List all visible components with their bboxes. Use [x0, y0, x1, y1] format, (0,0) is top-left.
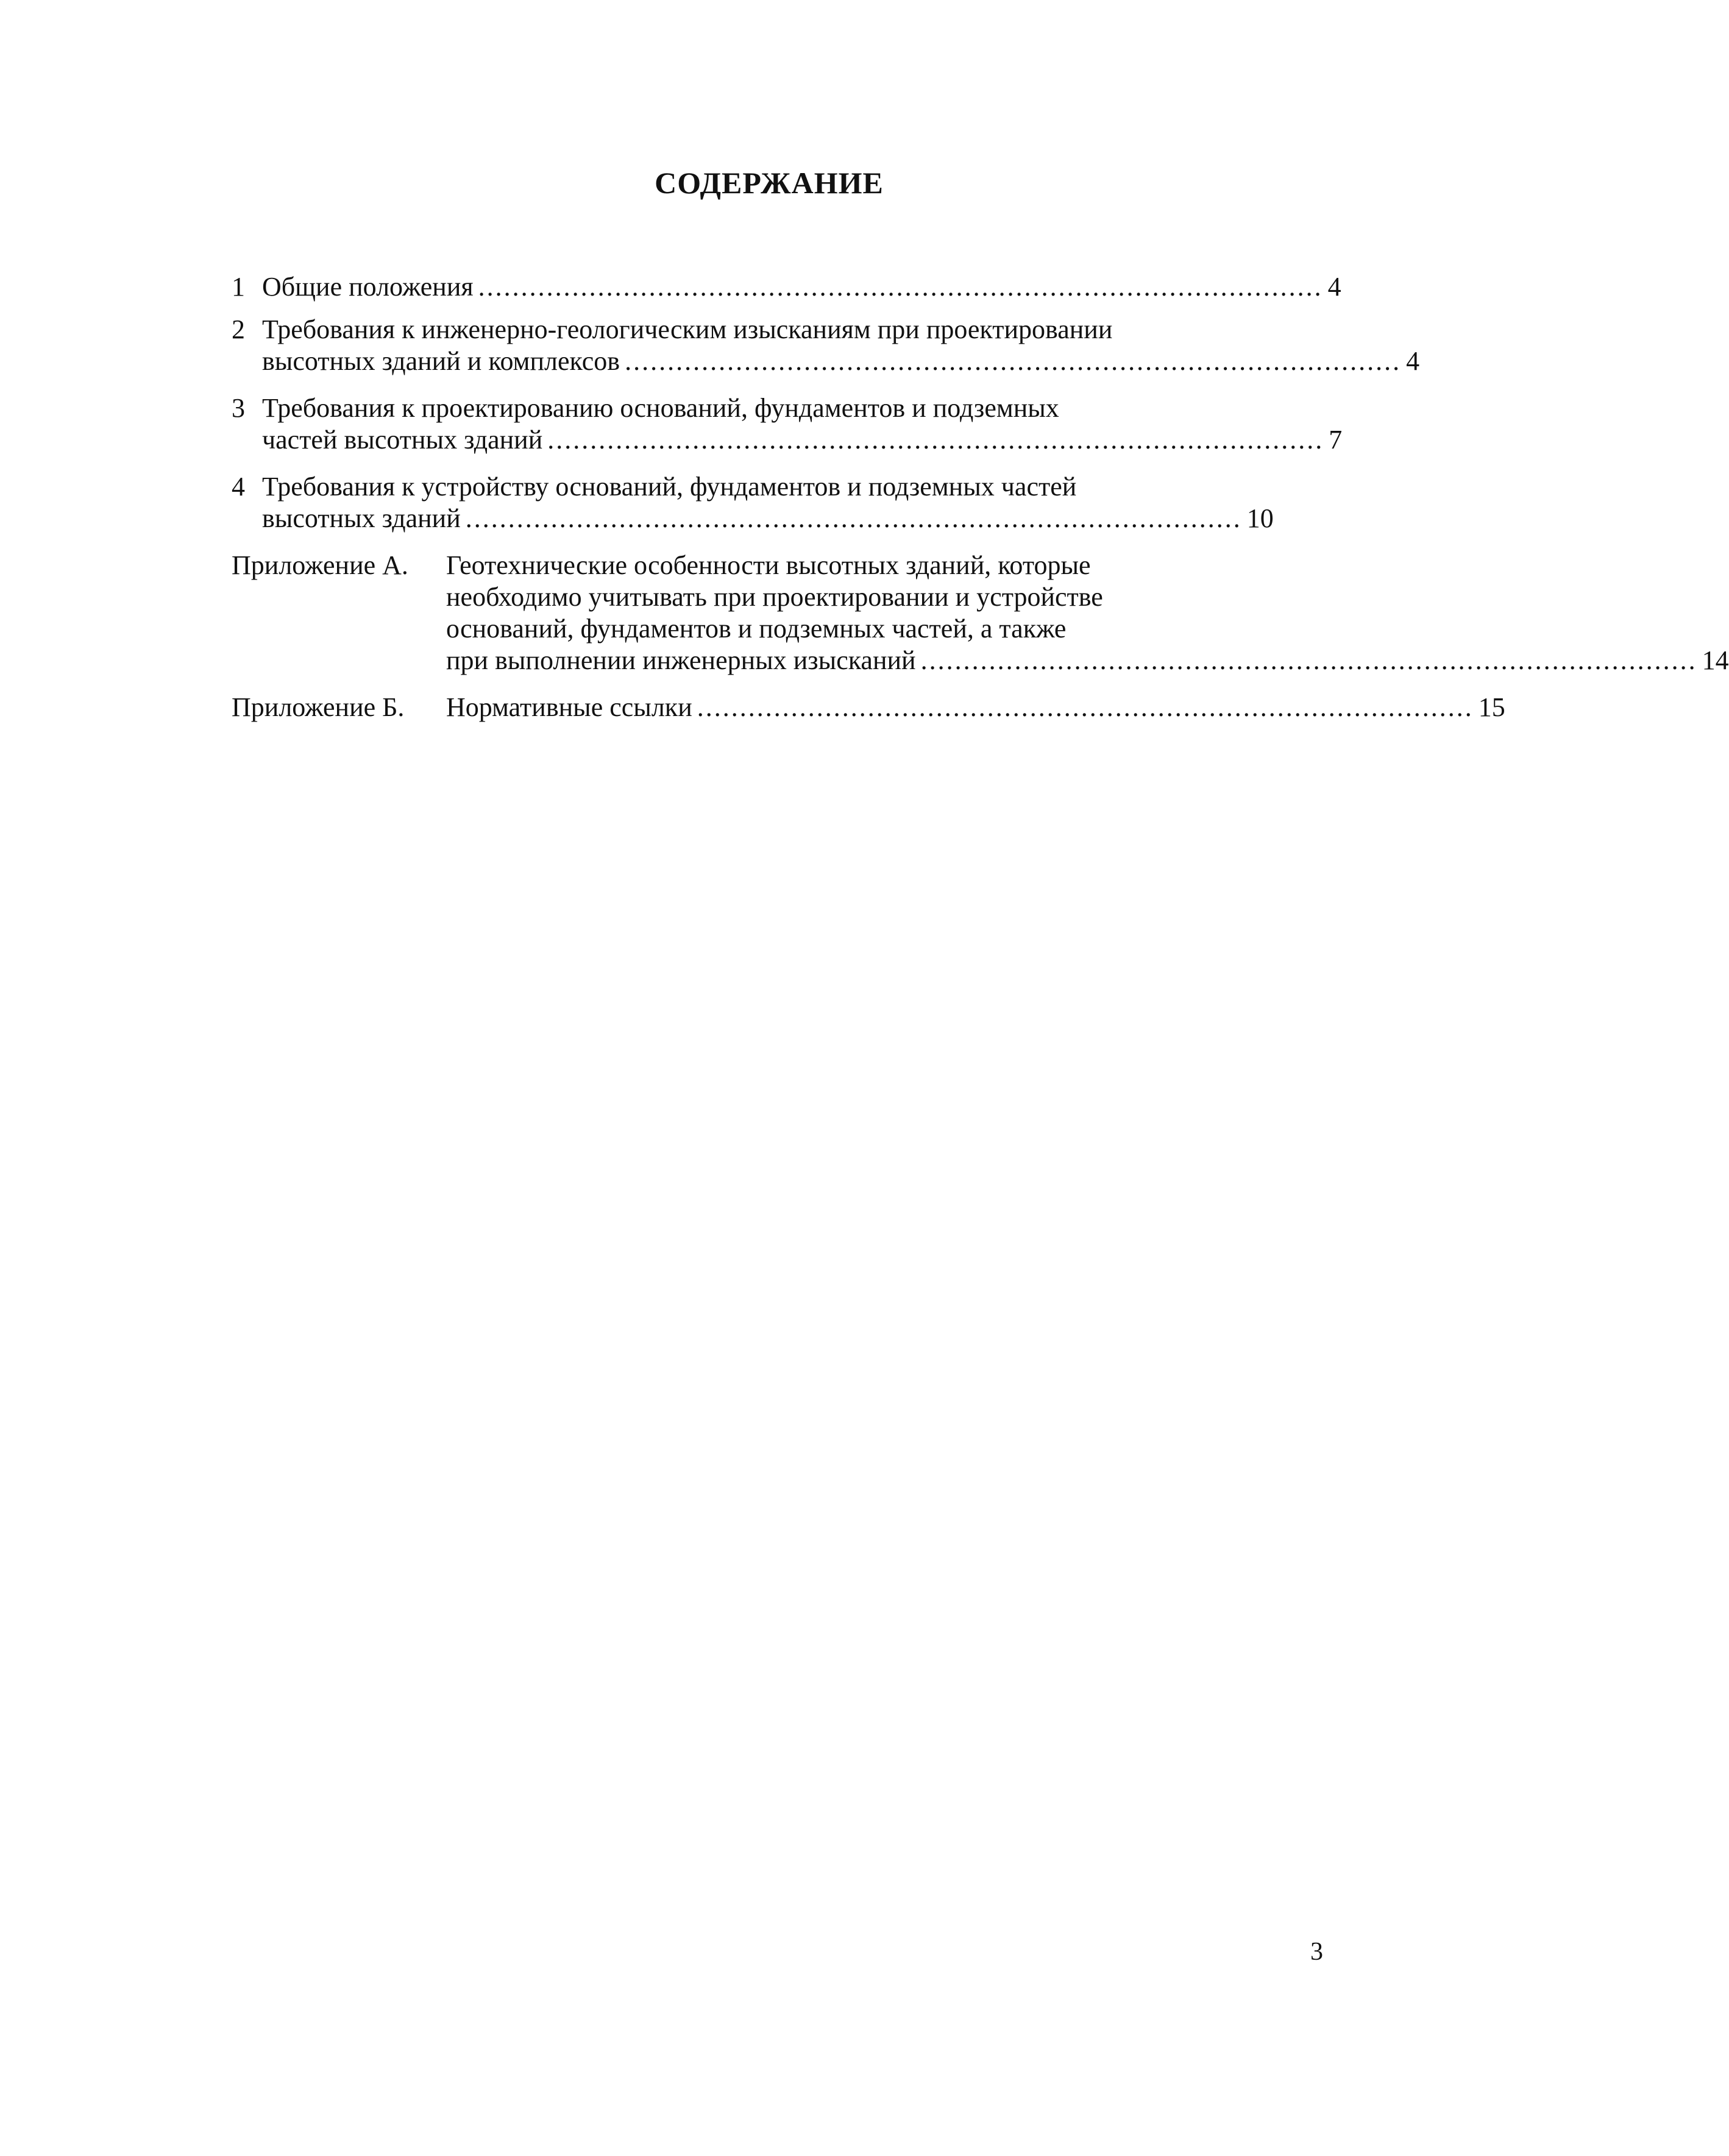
toc-entry-last-line — [262, 271, 1341, 303]
page-number: 3 — [1310, 1938, 1323, 1966]
toc-entry-last-line — [262, 503, 1274, 534]
toc-entry-text: частей высотных зданий — [262, 425, 543, 455]
dot-leader: ........................................................................................... — [625, 346, 1402, 376]
toc-entry-number: 2 — [232, 314, 245, 344]
toc-entry-text: высотных зданий — [262, 503, 461, 533]
toc-entry-text: высотных зданий и комплексов — [262, 346, 620, 376]
table-of-contents — [232, 271, 1729, 723]
toc-entry-line: оснований, фундаментов и подземных частей, а также — [446, 614, 1067, 644]
toc-entry-last-line — [262, 346, 1420, 377]
toc-entry-line: Требования к проектированию оснований, фундаментов и подземных — [262, 393, 1059, 423]
appendix-body — [446, 550, 1729, 676]
toc-entry-line: Требования к устройству оснований, фундаментов и подземных частей — [262, 472, 1077, 502]
toc-entry-1[interactable] — [232, 271, 1341, 303]
dot-leader: ........................................................................................... — [547, 425, 1324, 455]
toc-entry-4[interactable] — [232, 471, 1274, 534]
toc-page-number: 14 — [1702, 645, 1729, 675]
toc-entry-line: необходимо учитывать при проектировании и устройстве — [446, 582, 1103, 612]
toc-entry-last-line — [446, 645, 1729, 676]
toc-entry-text: Нормативные ссылки — [446, 692, 692, 722]
page-title: СОДЕРЖАНИЕ — [655, 166, 884, 200]
toc-entry-line: Требования к инженерно-геологическим изысканиям при проектировании — [262, 314, 1113, 344]
toc-entry-text: Общие положения — [262, 272, 474, 302]
dot-leader: ........................................................................................... — [697, 692, 1474, 722]
toc-appendix-b[interactable] — [232, 692, 1505, 723]
appendix-body — [446, 692, 1505, 723]
toc-appendix-a[interactable] — [232, 550, 1729, 676]
toc-page-number: 4 — [1406, 346, 1420, 376]
dot-leader: ........................................................................................... — [920, 645, 1697, 675]
toc-entry-3[interactable] — [232, 392, 1343, 456]
toc-page-number: 7 — [1329, 425, 1343, 455]
toc-page-number: 15 — [1478, 692, 1505, 722]
toc-entry-last-line — [446, 692, 1505, 723]
toc-entry-number: 4 — [232, 472, 245, 502]
toc-entry-last-line — [262, 424, 1343, 456]
appendix-label: Приложение Б. — [232, 692, 405, 722]
toc-page-number: 10 — [1246, 503, 1274, 533]
dot-leader: ................................................................................................... — [478, 272, 1323, 302]
toc-entry-number: 1 — [232, 272, 245, 302]
toc-entry-line: Геотехнические особенности высотных зданий, которые — [446, 550, 1091, 580]
toc-page-number: 4 — [1327, 272, 1341, 302]
toc-entry-number: 3 — [232, 393, 245, 423]
appendix-label: Приложение А. — [232, 550, 408, 580]
dot-leader: ........................................................................................... — [465, 503, 1242, 533]
toc-entry-text: при выполнении инженерных изысканий — [446, 645, 916, 675]
toc-entry-2[interactable] — [232, 314, 1420, 377]
